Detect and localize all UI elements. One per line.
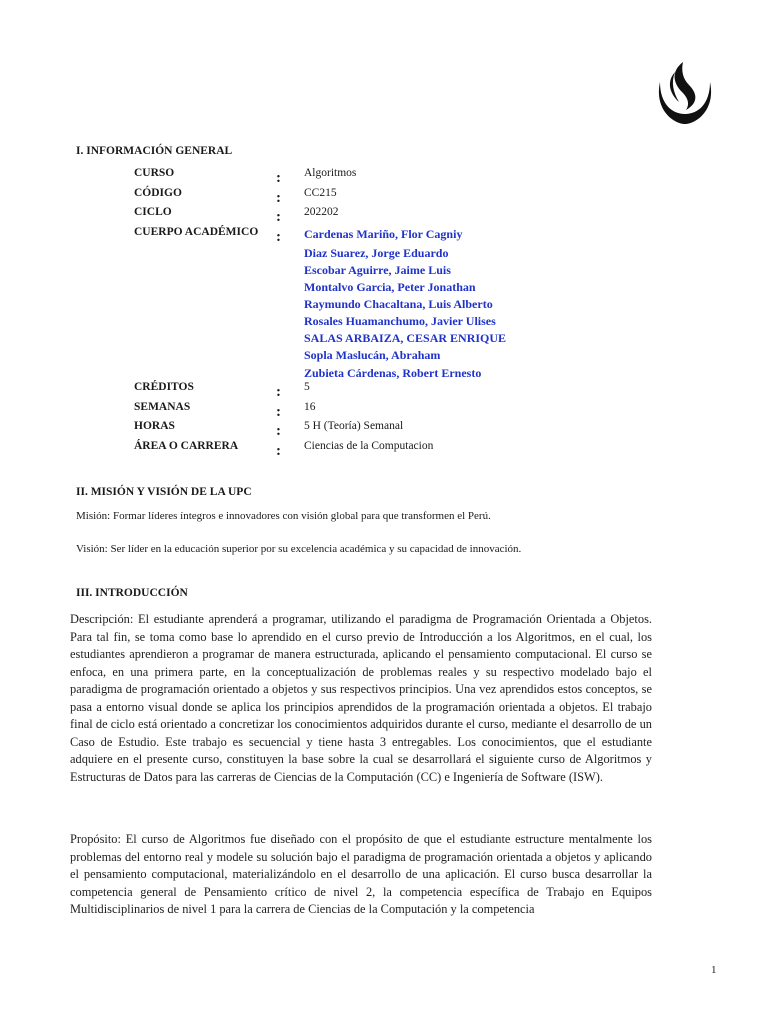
info-colon: : — [276, 229, 281, 245]
info-label-cuerpo-academico: CUERPO ACADÉMICO — [134, 226, 259, 238]
info-value-ciclo: 202202 — [304, 206, 339, 218]
faculty-member: Montalvo Garcia, Peter Jonathan — [304, 280, 476, 294]
intro-paragraph-purpose: Propósito: El curso de Algoritmos fue diseñado con el propósito de que el estudiante estructure mentalmente los problemas del entorno real y modele su solución bajo el paradigma de programación orientada a objetos y aplicando el pensamiento computacional, materializándolo en el desarrollo de una aplicación. El curso busca desarrollar la competencia general de Pensamiento crítico de nivel 2, la competencia específica de Trabajo en Equipos Multidisciplinarios de nivel 1 para la carrera de Ciencias de la Computación y la competencia — [70, 832, 652, 916]
info-label-semanas: SEMANAS — [134, 401, 191, 413]
page-number: 1 — [711, 964, 717, 976]
info-value-area: Ciencias de la Computacion — [304, 440, 434, 452]
faculty-member: Raymundo Chacaltana, Luis Alberto — [304, 297, 493, 311]
info-colon: : — [276, 190, 281, 206]
info-label-ciclo: CICLO — [134, 206, 172, 218]
info-colon: : — [276, 170, 281, 186]
section-heading-general: I. INFORMACIÓN GENERAL — [76, 145, 233, 157]
info-label-creditos: CRÉDITOS — [134, 381, 194, 393]
info-colon: : — [276, 209, 281, 225]
faculty-member: Sopla Maslucán, Abraham — [304, 348, 441, 362]
info-colon: : — [276, 423, 281, 439]
info-label-curso: CURSO — [134, 167, 175, 179]
info-value-curso: Algoritmos — [304, 167, 357, 179]
info-label-codigo: CÓDIGO — [134, 187, 182, 199]
section-heading-intro: III. INTRODUCCIÓN — [76, 587, 188, 599]
intro-paragraph-description: Descripción: El estudiante aprenderá a programar, utilizando el paradigma de Programación Orientada a Objetos. Para tal fin, se toma como base lo aprendido en el curso previo de Introducción a los Algoritmos, en el cual, los estudiantes aprendieron a programar de manera estructurada, aplicando el pensamiento computacional. El curso se enfoca, en una primera parte, en la conceptualización de problemas reales y su respectivo modelado bajo el paradigma de programación orientado a objetos y sus respectivos principios. Una vez aprendidos estos conceptos, se pasa a entorno visual donde se aplica los principios aprendidos de la programación orientada a objetos. El trabajo final de ciclo está orientado a concretizar los conocimientos adquiridos durante el curso, mediante el desarrollo de un Caso de Estudio. Este trabajo es secuencial y tiene hasta 3 entregables. Los conocimientos, que el estudiante adquiere en el presente curso, constituyen la base sobre la cual se desarrollará el siguiente curso de Algoritmos y Estructuras de Datos para las carreras de Ciencias de la Computación (CC) e Ingeniería de Software (ISW). — [70, 612, 652, 784]
info-value-codigo: CC215 — [304, 187, 337, 199]
faculty-member: Escobar Aguirre, Jaime Luis — [304, 263, 451, 277]
faculty-member: Zubieta Cárdenas, Robert Ernesto — [304, 366, 482, 380]
info-colon: : — [276, 404, 281, 420]
info-value-semanas: 16 — [304, 401, 316, 413]
info-value-creditos: 5 — [304, 381, 310, 393]
faculty-member: Cardenas Mariño, Flor Cagniy — [304, 227, 463, 241]
section-heading-mission: II. MISIÓN Y VISIÓN DE LA UPC — [76, 486, 252, 498]
upc-logo-icon — [652, 58, 718, 124]
mission-text: Misión: Formar líderes íntegros e innovadores con visión global para que transformen el Perú. — [76, 510, 491, 522]
faculty-member: Diaz Suarez, Jorge Eduardo — [304, 246, 449, 260]
info-colon: : — [276, 384, 281, 400]
info-colon: : — [276, 443, 281, 459]
info-label-horas: HORAS — [134, 420, 175, 432]
info-label-area: ÁREA O CARRERA — [134, 440, 239, 452]
vision-text: Visión: Ser líder en la educación superior por su excelencia académica y su capacidad de innovación. — [76, 543, 522, 555]
info-value-horas: 5 H (Teoría) Semanal — [304, 420, 404, 432]
faculty-member: Rosales Huamanchumo, Javier Ulises — [304, 314, 496, 328]
faculty-member: SALAS ARBAIZA, CESAR ENRIQUE — [304, 331, 507, 345]
